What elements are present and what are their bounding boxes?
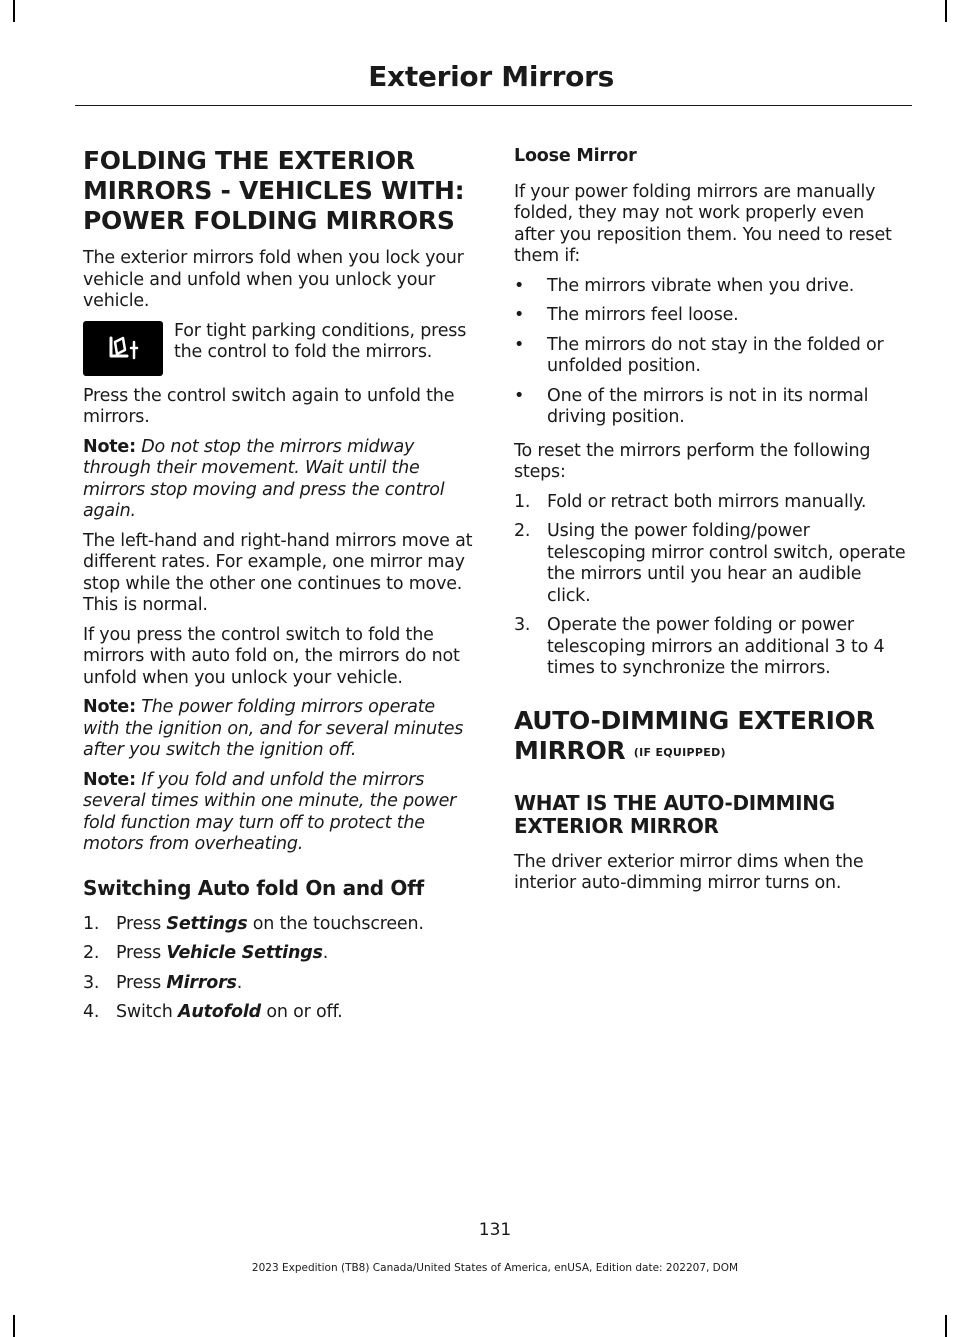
reset-intro: To reset the mirrors perform the following steps: xyxy=(514,440,871,482)
edition-meta: 2023 Expedition (TB8) Canada/United States of America, enUSA, Edition date: 202207, DOM xyxy=(251,1262,739,1274)
loose-bullets xyxy=(514,276,909,429)
list-item: 4. Switch Autofold on or off. xyxy=(83,1002,343,1022)
note-text: Do not stop the mirrors midway through their movement. Wait until the mirrors stop moving and press the control again. xyxy=(83,436,445,521)
right-column xyxy=(514,146,909,903)
icon-instruction-text: For tight parking conditions, press the control to fold the mirrors. xyxy=(174,320,467,362)
subheading-autofold: Switching Auto fold On and Off xyxy=(83,875,424,900)
reset-steps xyxy=(514,492,909,680)
autofold-paragraph: If you press the control switch to fold the mirrors with auto fold on, the mirrors do not unfold when you unlock your vehicle. xyxy=(83,624,460,688)
list-item: • The mirrors vibrate when you drive. xyxy=(514,275,855,296)
page-number: 131 xyxy=(478,1220,512,1240)
note-label: Note: xyxy=(83,436,136,457)
note-label: Note: xyxy=(83,769,136,790)
list-item: 2. Press Vehicle Settings. xyxy=(83,943,329,963)
list-item: • One of the mirrors is not in its normal driving position. xyxy=(514,385,869,427)
list-item: 2. Using the power folding/power telescoping mirror control switch, operate the mirrors until you hear an audible click. xyxy=(514,521,906,606)
page-header-title: Exterior Mirrors xyxy=(368,60,614,93)
list-item: • The mirrors do not stay in the folded or unfolded position. xyxy=(514,334,884,376)
power-fold-mirror-icon xyxy=(83,321,163,376)
left-column xyxy=(83,146,475,1036)
note-overheating xyxy=(83,770,475,856)
crop-mark-bottom-left xyxy=(13,1315,15,1337)
autofold-steps xyxy=(83,914,475,1024)
section-heading-autodim: AUTO-DIMMING EXTERIOR MIRROR (IF EQUIPPED) xyxy=(514,705,875,765)
icon-instruction xyxy=(83,321,475,376)
if-equipped-tag: (IF EQUIPPED) xyxy=(633,745,726,759)
crop-mark-top-right xyxy=(945,0,947,22)
intro-paragraph: The exterior mirrors fold when you lock your vehicle and unfold when you unlock your vehicle. xyxy=(83,248,464,311)
loose-intro: If your power folding mirrors are manually folded, they may not work properly even after you reposition them. You need to reset them if: xyxy=(514,181,892,266)
rates-paragraph: The left-hand and right-hand mirrors move at different rates. For example, one mirror may stop while the other one continues to move. This is normal. xyxy=(83,530,473,615)
note-text: The power folding mirrors operate with the ignition on, and for several minutes after you switch the ignition off. xyxy=(83,697,464,760)
note-midway xyxy=(83,437,475,523)
unfold-paragraph: Press the control switch again to unfold the mirrors. xyxy=(83,385,455,427)
what-is-text: The driver exterior mirror dims when the interior auto-dimming mirror turns on. xyxy=(514,851,864,893)
note-label: Note: xyxy=(83,697,136,717)
list-item: 3. Operate the power folding or power telescoping mirrors an additional 3 to 4 times to synchronize the mirrors. xyxy=(514,615,885,678)
note-text: If you fold and unfold the mirrors several times within one minute, the power fold function may turn off to protect the motors from overheating. xyxy=(83,769,457,854)
crop-mark-bottom-right xyxy=(945,1315,947,1337)
list-item: 3. Press Mirrors. xyxy=(83,972,243,993)
subheading-loose-mirror: Loose Mirror xyxy=(514,146,637,166)
note-ignition xyxy=(83,697,475,762)
list-item: 1. Fold or retract both mirrors manually. xyxy=(514,491,867,512)
list-item: 1. Press Settings on the touchscreen. xyxy=(83,913,424,934)
crop-mark-top-left xyxy=(13,0,15,22)
list-item: • The mirrors feel loose. xyxy=(514,305,739,325)
header-divider xyxy=(75,105,912,106)
section-heading-folding: FOLDING THE EXTERIOR MIRRORS - VEHICLES WITH: POWER FOLDING MIRRORS xyxy=(83,146,465,235)
subheading-what-is: WHAT IS THE AUTO-DIMMING EXTERIOR MIRROR xyxy=(514,790,835,838)
